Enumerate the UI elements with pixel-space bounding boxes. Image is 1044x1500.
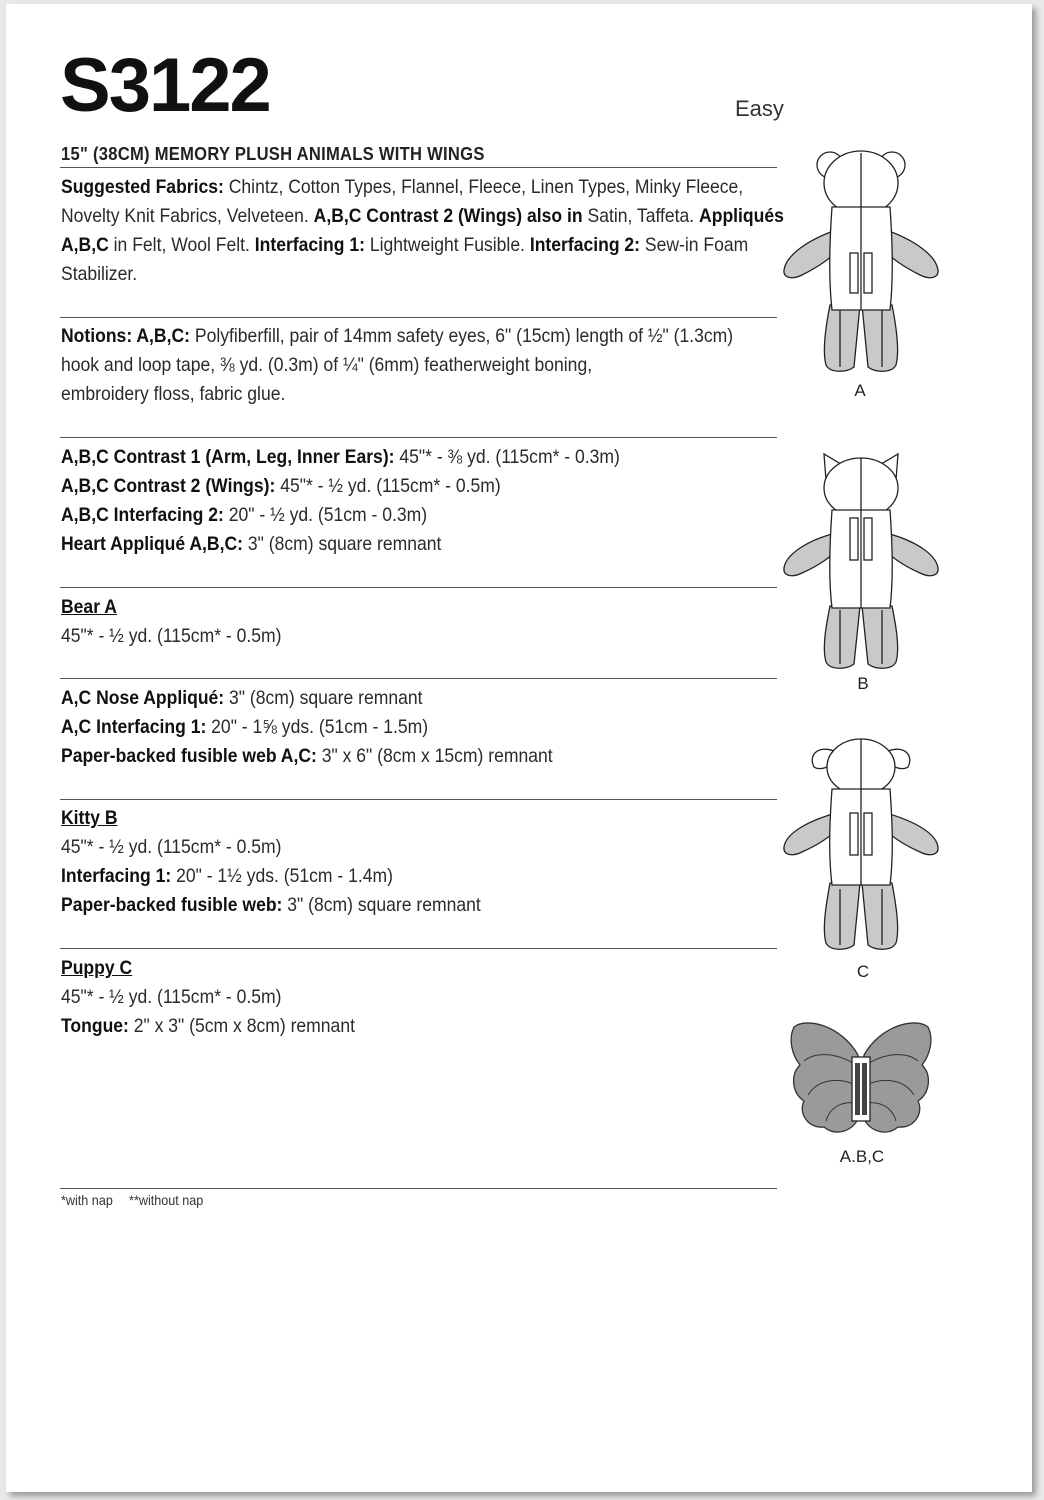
- kitty-yardage: 45"* - ½ yd. (115cm* - 0.5m): [61, 836, 282, 858]
- kitty-heading: Kitty B: [61, 807, 118, 829]
- fabrics-bold: Interfacing 2:: [529, 234, 641, 256]
- notions-text: Polyfiberfill, pair of 14mm safety eyes, 6" (15cm) length of ½" (1.3cm): [190, 325, 734, 347]
- footnote-without-nap: **without nap: [129, 1192, 204, 1208]
- illustration-a-label: A: [854, 381, 866, 400]
- suggested-fabrics-section: [61, 173, 784, 289]
- extra-label: Tongue:: [61, 1015, 129, 1037]
- puppy-illustration: [778, 733, 944, 958]
- illustration-b-label: B: [857, 674, 869, 693]
- contrast-text: 45"* - ⅜ yd. (115cm* - 0.3m): [394, 446, 620, 468]
- fabrics-bold: Appliqués: [699, 205, 784, 227]
- wings-illustration: [786, 1015, 936, 1145]
- contrast-text: 20" - ½ yd. (51cm - 0.3m): [223, 504, 428, 526]
- fabrics-text: Novelty Knit Fabrics, Velveteen.: [61, 205, 314, 227]
- fabrics-text: Stabilizer.: [61, 263, 138, 285]
- contrast-label: A,B,C Contrast 2 (Wings):: [61, 475, 276, 497]
- extra-text: 20" - 1⅝ yds. (51cm - 1.5m): [206, 716, 429, 738]
- divider: [60, 678, 777, 679]
- bear-section: [61, 593, 745, 651]
- fabrics-text: Sew-in Foam: [640, 234, 749, 256]
- contrast-label: A,B,C Contrast 1 (Arm, Leg, Inner Ears):: [61, 446, 395, 468]
- difficulty-label: Easy: [735, 96, 784, 121]
- puppy-section: [61, 954, 745, 1041]
- bear-illustration: [778, 145, 944, 375]
- extra-text: 3" x 6" (8cm x 15cm) remnant: [316, 745, 553, 767]
- pattern-title: 15" (38CM) MEMORY PLUSH ANIMALS WITH WINGS: [61, 144, 485, 164]
- kitty-illustration: [778, 448, 944, 673]
- extra-text: 3" (8cm) square remnant: [282, 894, 481, 916]
- fabrics-text: Lightweight Fusible.: [364, 234, 530, 256]
- illustration-wings-label: A.B,C: [839, 1147, 885, 1166]
- fabrics-text: Chintz, Cotton Types, Flannel, Fleece, Linen Types, Minky Fleece,: [223, 176, 744, 198]
- pattern-number: S3122: [60, 43, 270, 128]
- notions-label: Notions: A,B,C:: [61, 325, 191, 347]
- contrast-label: A,B,C Interfacing 2:: [61, 504, 224, 526]
- fabrics-text: in Felt, Wool Felt.: [108, 234, 255, 256]
- divider: [60, 437, 777, 438]
- extra-text: 2" x 3" (5cm x 8cm) remnant: [128, 1015, 355, 1037]
- footnote-with-nap: *with nap: [61, 1192, 113, 1208]
- divider: [60, 799, 777, 800]
- fabrics-bold: Interfacing 1:: [254, 234, 365, 256]
- extra-label: Interfacing 1:: [61, 865, 172, 887]
- fabrics-label: Suggested Fabrics:: [61, 176, 224, 198]
- divider: [60, 1188, 777, 1189]
- puppy-heading: Puppy C: [61, 957, 133, 979]
- extra-label: Paper-backed fusible web:: [61, 894, 283, 916]
- notions-text: embroidery floss, fabric glue.: [61, 383, 286, 405]
- fabrics-bold: A,B,C Contrast 2 (Wings) also in: [313, 205, 583, 227]
- notions-section: [61, 322, 745, 409]
- extra-label: A,C Nose Appliqué:: [61, 687, 225, 709]
- contrast-section: [61, 443, 745, 559]
- contrast-text: 45"* - ½ yd. (115cm* - 0.5m): [275, 475, 501, 497]
- extra-text: 3" (8cm) square remnant: [224, 687, 423, 709]
- divider: [60, 587, 777, 588]
- divider: [60, 167, 777, 168]
- extra-label: Paper-backed fusible web A,C:: [61, 745, 317, 767]
- fabrics-bold: A,B,C: [61, 234, 109, 256]
- puppy-yardage: 45"* - ½ yd. (115cm* - 0.5m): [61, 986, 282, 1008]
- extra-text: 20" - 1½ yds. (51cm - 1.4m): [171, 865, 393, 887]
- illustration-c-label: C: [856, 962, 870, 981]
- fabrics-text: Satin, Taffeta.: [582, 205, 700, 227]
- bear-extra-section: [61, 684, 745, 771]
- kitty-section: [61, 804, 745, 920]
- contrast-label: Heart Appliqué A,B,C:: [61, 533, 244, 555]
- bear-yardage: 45"* - ½ yd. (115cm* - 0.5m): [61, 625, 282, 647]
- extra-label: A,C Interfacing 1:: [61, 716, 207, 738]
- contrast-text: 3" (8cm) square remnant: [243, 533, 442, 555]
- bear-heading: Bear A: [61, 596, 117, 618]
- footnotes: [61, 1192, 219, 1208]
- notions-text: hook and loop tape, ⅜ yd. (0.3m) of ¼" (6mm) featherweight boning,: [61, 354, 593, 376]
- divider: [60, 317, 777, 318]
- divider: [60, 948, 777, 949]
